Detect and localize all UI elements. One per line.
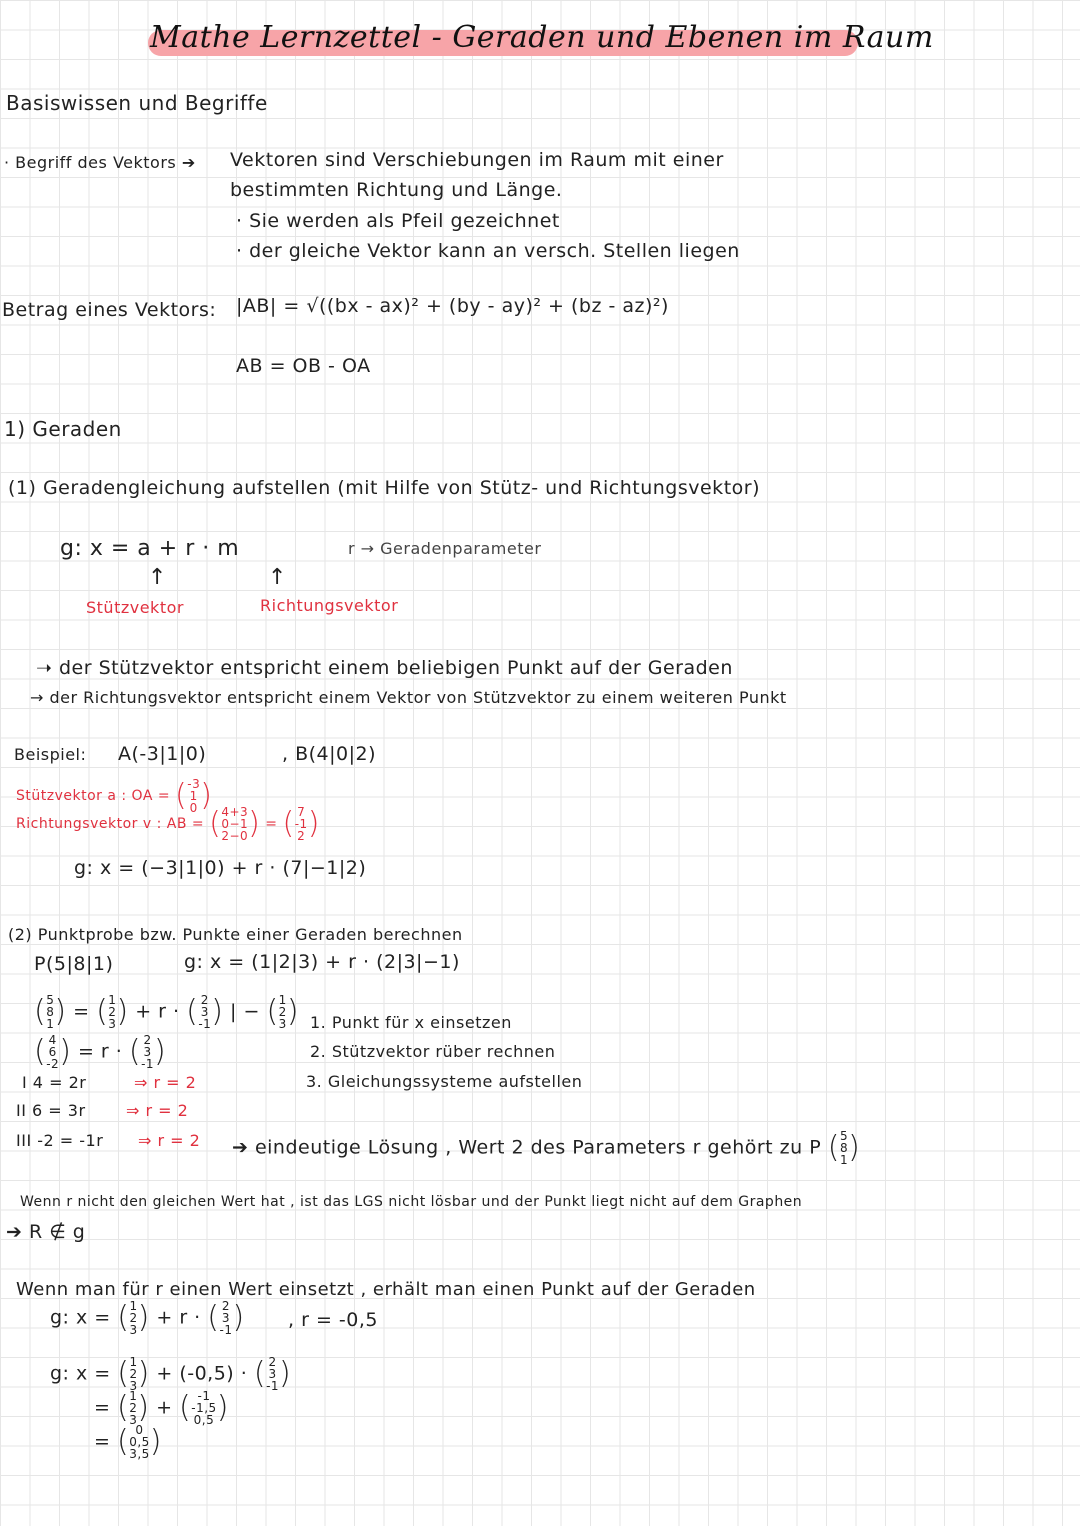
point-a: A(-3|1|0) bbox=[118, 743, 207, 765]
vektor-label-text: Begriff des Vektors bbox=[15, 153, 177, 172]
vector-support: 1 2 3 bbox=[129, 1389, 138, 1427]
note-1 bbox=[36, 658, 733, 680]
vector-subtract: 1 2 3 bbox=[278, 993, 287, 1031]
page-title: Mathe Lernzettel - Geraden und Ebenen im Raum bbox=[150, 20, 934, 55]
richtung-example: Richtungsvektor v : AB = (4+3 0−1 2−0) = ( 7 -1 2) bbox=[16, 805, 320, 843]
not-in-line bbox=[6, 1222, 85, 1244]
result-line: ➔ eindeutige Lösung , Wert 2 des Parameters r gehört zu P (5 8 1) bbox=[232, 1129, 861, 1167]
arrow-up-icon: ↑ bbox=[148, 565, 167, 590]
param-note: r → Geradenparameter bbox=[348, 539, 542, 558]
equation-2-result: ⇒ r = 2 bbox=[126, 1101, 189, 1120]
calc-line-2: = (1 2 3) + ( -1 -1,5 0,5) bbox=[94, 1389, 229, 1427]
vektor-line-3-text: Sie werden als Pfeil gezeichnet bbox=[249, 210, 560, 232]
richtung-example-text: Richtungsvektor v : AB = bbox=[16, 816, 205, 832]
vector-support: 1 2 3 bbox=[129, 1355, 138, 1393]
vector-scaled: -1 -1,5 0,5 bbox=[191, 1389, 217, 1427]
note-2-text: der Richtungsvektor entspricht einem Vektor von Stützvektor zu einem weiteren Punkt bbox=[49, 688, 787, 707]
stuetz-example: Stützvektor a : OA = (-3 1 0) bbox=[16, 777, 213, 815]
beispiel-label: Beispiel: bbox=[14, 745, 87, 764]
vector-direction: 2 3 -1 bbox=[141, 1033, 155, 1071]
line-equation: g: x = a + r · m bbox=[60, 536, 240, 561]
calc-line-3: = ( 0 0,5 3,5) bbox=[94, 1423, 162, 1461]
r-value-text: r = -0,5 bbox=[301, 1309, 378, 1331]
vektor-line-1: Vektoren sind Verschiebungen im Raum mit einer bbox=[230, 149, 724, 171]
step-1: 1. Punkt für x einsetzen bbox=[310, 1013, 512, 1032]
vector-ab: 7 -1 2 bbox=[294, 805, 308, 843]
note-1-text: der Stützvektor entspricht einem beliebigen Punkt auf der Geraden bbox=[58, 657, 733, 679]
point-b-text: B(4|0|2) bbox=[295, 743, 377, 765]
punktprobe-heading: (2) Punktprobe bzw. Punkte einer Geraden berechnen bbox=[8, 925, 463, 944]
equation-3-result: ⇒ r = 2 bbox=[138, 1131, 201, 1150]
vector-result: 0 0,5 3,5 bbox=[129, 1423, 150, 1461]
substitution-line: (5 8 1) = (1 2 3) + r · ( 2 3 -1) | − (1 2 3) bbox=[34, 993, 300, 1031]
reduced-line: ( 4 6 -2) = r · ( 2 3 -1) bbox=[34, 1033, 167, 1071]
result-text: eindeutige Lösung , Wert 2 des Parameters r gehört zu P bbox=[254, 1136, 822, 1159]
equation-1-result: ⇒ r = 2 bbox=[134, 1073, 197, 1092]
vektor-line-4: · der gleiche Vektor kann an versch. Stellen liegen bbox=[236, 240, 740, 262]
vektor-label: · Begriff des Vektors ➔ bbox=[4, 153, 196, 172]
betrag-label: Betrag eines Vektors: bbox=[2, 299, 217, 321]
calc-line-1: g: x = (1 2 3) + (-0,5) · ( 2 3 -1) bbox=[50, 1355, 292, 1393]
insert-eq: g: x = (1 2 3) + r · ( 2 3 -1) bbox=[50, 1299, 245, 1337]
equation-1-result-text: r = 2 bbox=[153, 1073, 197, 1092]
step-2: 2. Stützvektor rüber rechnen bbox=[310, 1042, 556, 1061]
punktprobe-line-eq: g: x = (1|2|3) + r · (2|3|−1) bbox=[184, 951, 460, 973]
ab-formula: AB = OB - OA bbox=[236, 355, 371, 377]
vector-oa: -3 1 0 bbox=[187, 777, 201, 815]
step-3: 3. Gleichungssysteme aufstellen bbox=[306, 1072, 583, 1091]
arrow-right-icon: ➔ bbox=[181, 153, 196, 172]
geraden-heading: 1) Geraden bbox=[4, 417, 122, 441]
note-insert: Wenn man für r einen Wert einsetzt , erhält man einen Punkt auf der Geraden bbox=[16, 1279, 756, 1300]
stuetz-label: Stützvektor bbox=[86, 598, 184, 617]
point-p: P(5|8|1) bbox=[34, 953, 114, 975]
arrow-right-icon: ➔ bbox=[6, 1221, 23, 1243]
vektor-line-3: · Sie werden als Pfeil gezeichnet bbox=[236, 210, 560, 232]
vector-direction: 2 3 -1 bbox=[198, 993, 212, 1031]
vector-support: 1 2 3 bbox=[108, 993, 117, 1031]
vector-p-result: 5 8 1 bbox=[839, 1129, 849, 1167]
note-2 bbox=[30, 689, 787, 707]
equation-2: II 6 = 3r bbox=[16, 1101, 86, 1120]
arrow-up-icon: ↑ bbox=[268, 565, 287, 590]
equation-3-result-text: r = 2 bbox=[157, 1131, 201, 1150]
betrag-formula: |AB| = √((bx - ax)² + (by - ay)² + (bz - az)²) bbox=[236, 295, 669, 317]
basis-heading: Basiswissen und Begriffe bbox=[6, 91, 268, 115]
geraden-sub1: (1) Geradengleichung aufstellen (mit Hilfe von Stütz- und Richtungsvektor) bbox=[8, 477, 760, 499]
vector-p: 5 8 1 bbox=[46, 993, 55, 1031]
not-in-text: R ∉ g bbox=[28, 1221, 86, 1243]
vector-support: 1 2 3 bbox=[129, 1299, 138, 1337]
point-b: , B(4|0|2) bbox=[282, 743, 377, 765]
arrow-right-icon: → bbox=[30, 688, 44, 707]
title-block bbox=[140, 14, 934, 62]
stuetz-example-text: Stützvektor a : OA = bbox=[16, 788, 171, 804]
r-value: , r = -0,5 bbox=[288, 1309, 378, 1331]
vector-direction: 2 3 -1 bbox=[219, 1299, 233, 1337]
equation-3: III -2 = -1r bbox=[16, 1131, 104, 1150]
vektor-line-4-text: der gleiche Vektor kann an versch. Stellen liegen bbox=[249, 240, 740, 262]
arrow-right-icon: ➔ bbox=[232, 1136, 249, 1159]
vektor-line-2: bestimmten Richtung und Länge. bbox=[230, 179, 563, 201]
equation-2-result-text: r = 2 bbox=[145, 1101, 189, 1120]
note-unsolved: Wenn r nicht den gleichen Wert hat , ist das LGS nicht lösbar und der Punkt liegt nicht auf dem Graphen bbox=[20, 1194, 803, 1210]
vector-ab-calc: 4+3 0−1 2−0 bbox=[221, 805, 249, 843]
vector-difference: 4 6 -2 bbox=[46, 1033, 60, 1071]
arrow-right-icon: ➝ bbox=[36, 657, 53, 679]
vector-direction: 2 3 -1 bbox=[266, 1355, 280, 1393]
richtung-label: Richtungsvektor bbox=[260, 596, 399, 615]
equation-1: I 4 = 2r bbox=[22, 1073, 87, 1092]
g-example: g: x = (−3|1|0) + r · (7|−1|2) bbox=[74, 857, 367, 879]
